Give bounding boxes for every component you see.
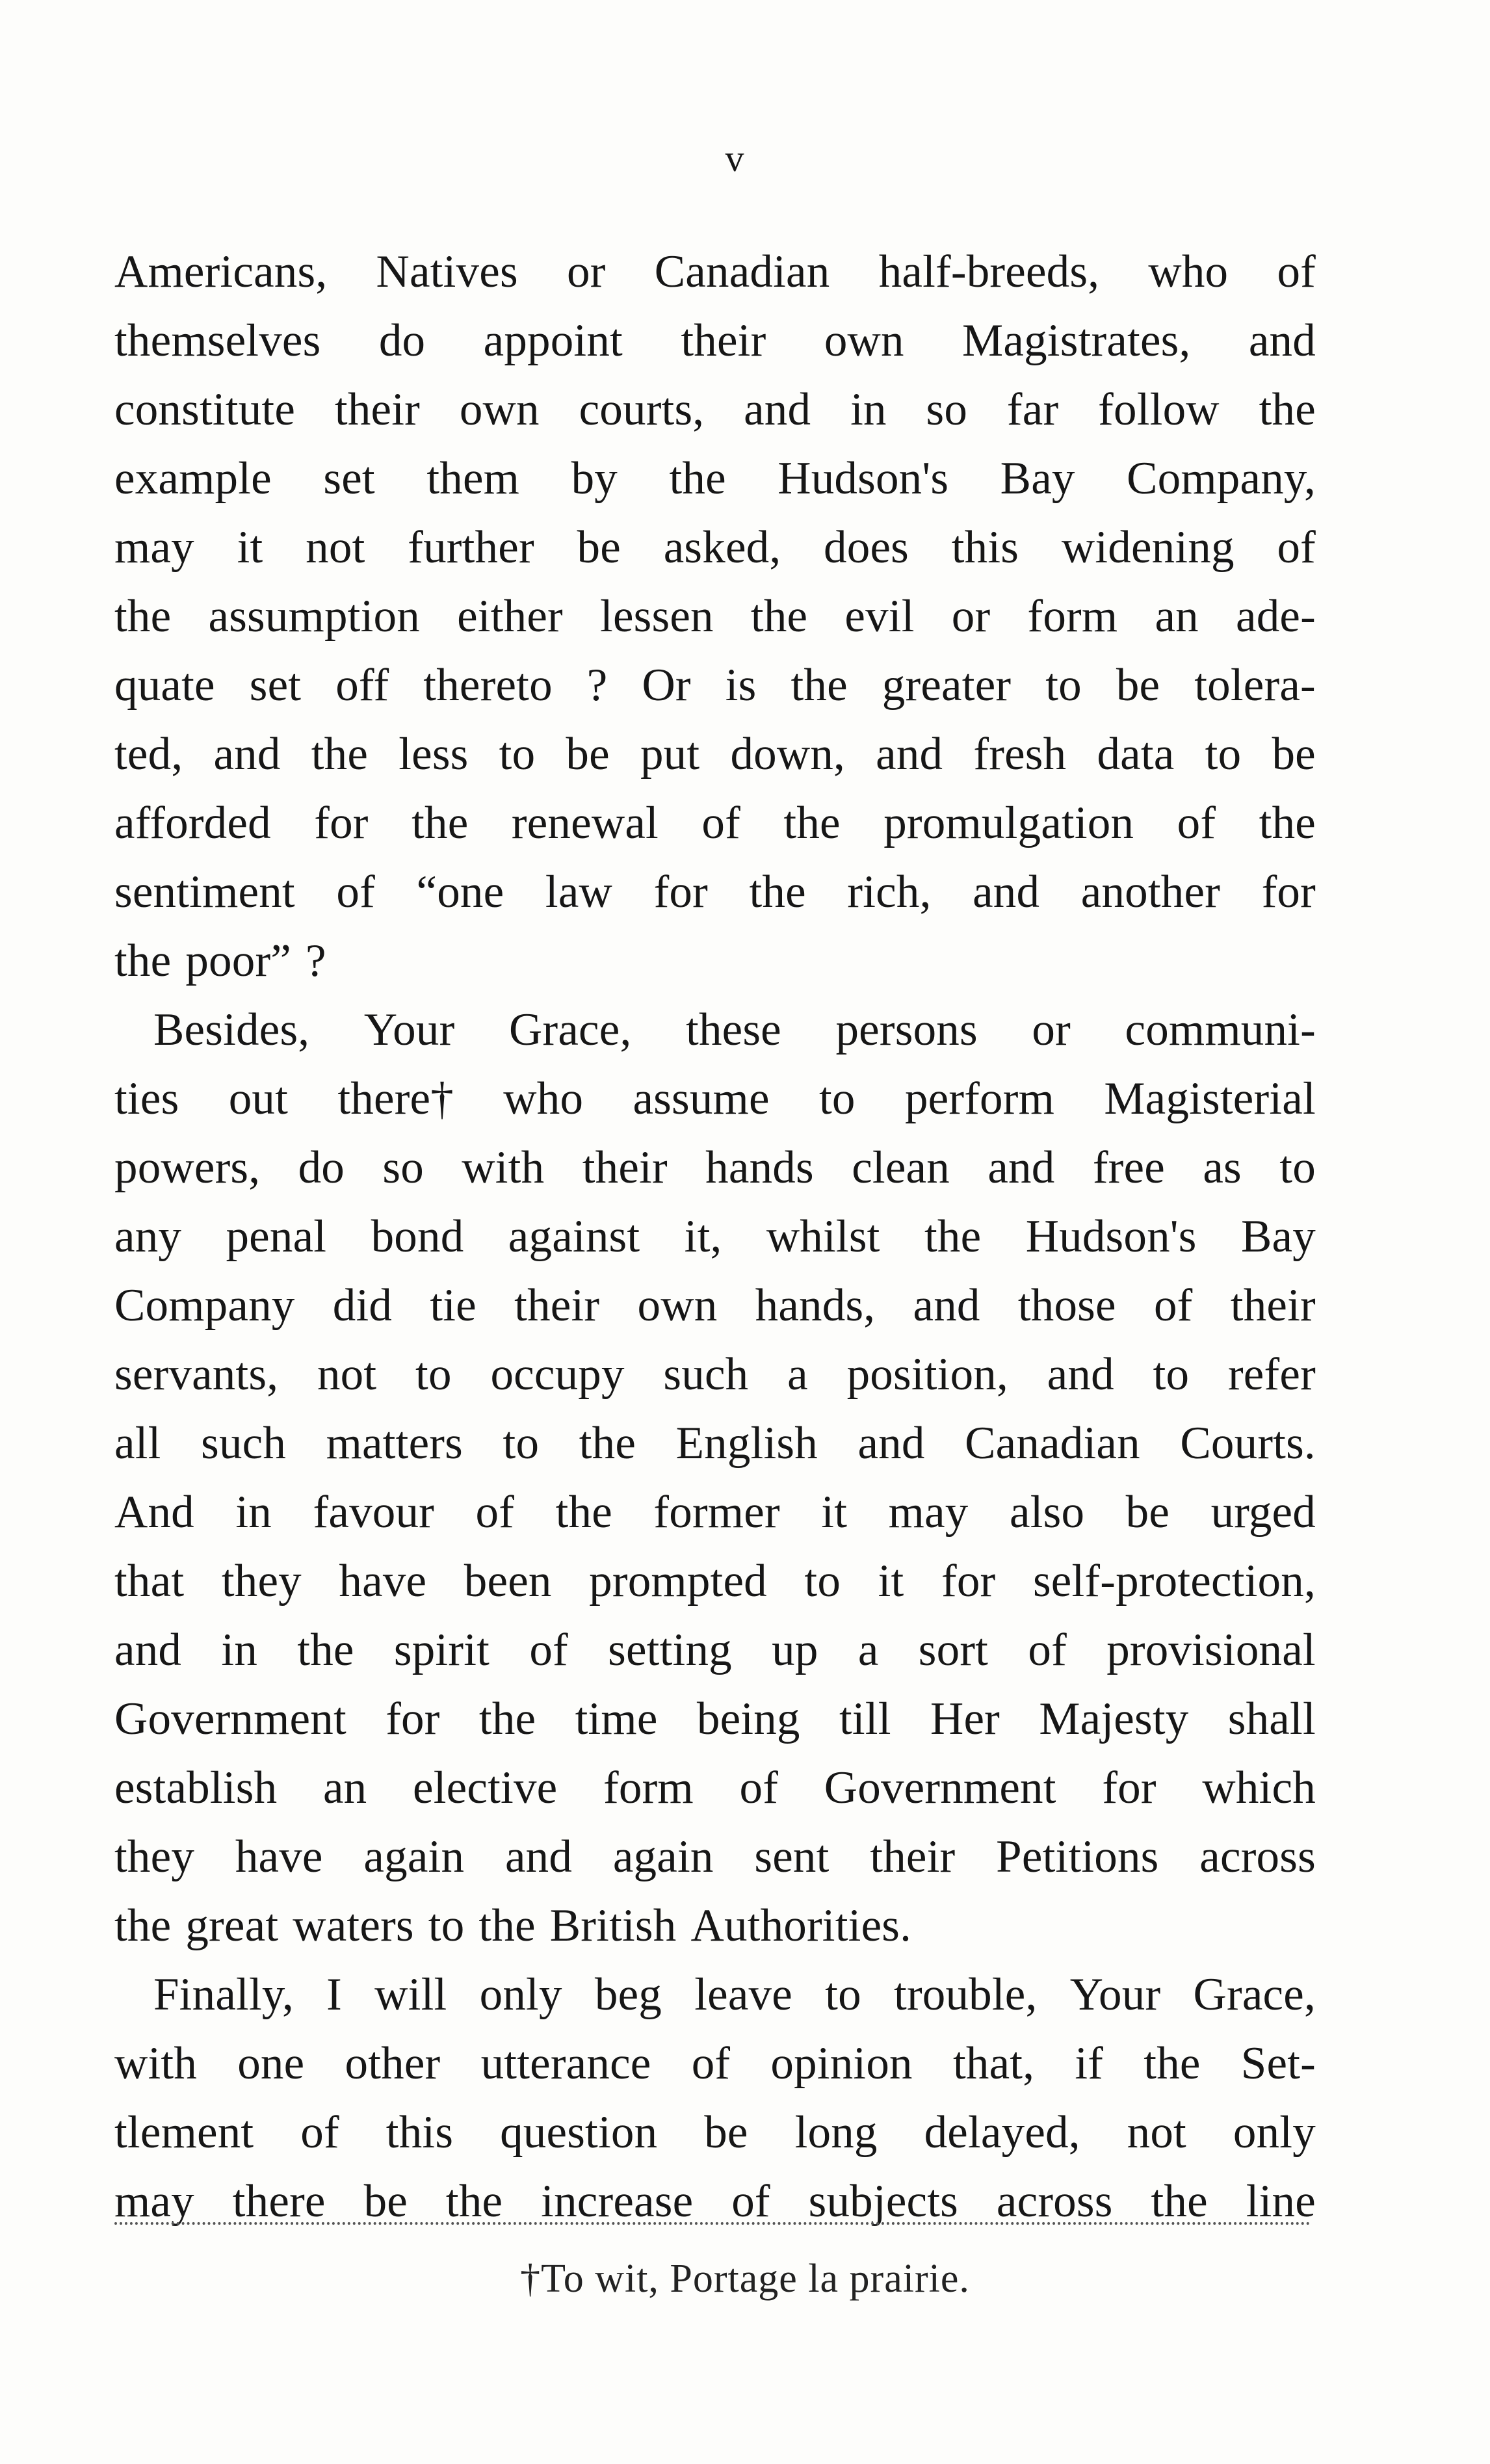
text-line: Americans, Natives or Canadian half-breeds, who of xyxy=(114,246,1316,297)
text-line: the assumption either lessen the evil or form an ade- xyxy=(114,591,1316,642)
text-line: Besides, Your Grace, these persons or communi- xyxy=(153,1004,1316,1055)
text-line: establish an elective form of Government for which xyxy=(114,1763,1316,1813)
text-line: ties out there† who assume to perform Magisterial xyxy=(114,1073,1316,1124)
text-line: tlement of this question be long delayed, not only xyxy=(114,2107,1316,2158)
text-line: any penal bond against it, whilst the Hudson's Bay xyxy=(114,1211,1316,1262)
text-line: servants, not to occupy such a position, and to refer xyxy=(114,1349,1316,1400)
text-line: they have again and again sent their Petitions across xyxy=(114,1831,1316,1882)
text-line: themselves do appoint their own Magistrates, and xyxy=(114,315,1316,366)
text-line: the great waters to the British Authorities. xyxy=(114,1900,912,1951)
text-line: the poor” ? xyxy=(114,936,326,986)
text-line: powers, do so with their hands clean and free as to xyxy=(114,1142,1316,1193)
text-line: may there be the increase of subjects across the line xyxy=(114,2176,1316,2227)
text-line: example set them by the Hudson's Bay Company, xyxy=(114,453,1316,504)
footnote: †To wit, Portage la prairie. xyxy=(520,2257,970,2301)
text-line: Government for the time being till Her Majesty shall xyxy=(114,1694,1316,1744)
text-line: and in the spirit of setting up a sort of provisional xyxy=(114,1625,1316,1675)
text-line: sentiment of “one law for the rich, and another for xyxy=(114,867,1316,917)
text-line: with one other utterance of opinion that, if the Set- xyxy=(114,2038,1316,2089)
body-text xyxy=(114,237,1316,2236)
text-line: And in favour of the former it may also be urged xyxy=(114,1487,1316,1538)
text-line: constitute their own courts, and in so far follow the xyxy=(114,384,1316,435)
text-line: may it not further be asked, does this widening of xyxy=(114,522,1316,573)
text-line: that they have been prompted to it for self-protection, xyxy=(114,1556,1316,1606)
footnote-rule xyxy=(114,2222,1311,2225)
text-line: all such matters to the English and Canadian Courts. xyxy=(114,1418,1316,1469)
text-line: Finally, I will only beg leave to trouble, Your Grace, xyxy=(153,1969,1316,2020)
text-line: Company did tie their own hands, and those of their xyxy=(114,1280,1316,1331)
page-number: v xyxy=(725,137,744,179)
text-line: afforded for the renewal of the promulgation of the xyxy=(114,798,1316,848)
text-line: ted, and the less to be put down, and fresh data to be xyxy=(114,729,1316,780)
text-line: quate set off thereto ? Or is the greater to be tolera- xyxy=(114,660,1316,711)
